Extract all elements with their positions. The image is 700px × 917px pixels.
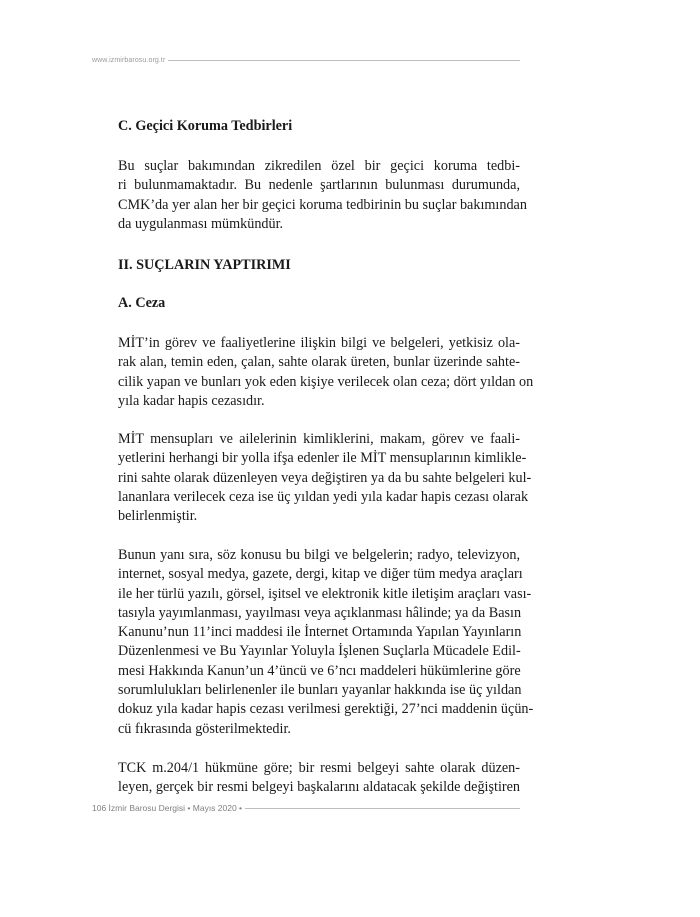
paragraph-line: internet, sosyal medya, gazete, dergi, kitap ve diğer tüm medya araçları xyxy=(118,566,523,583)
section-c-heading: C. Geçici Koruma Tedbirleri xyxy=(118,118,293,134)
paragraph-line: CMK’da yer alan her bir geçici koruma tedbirinin bu suçlar bakımından xyxy=(118,196,527,213)
paragraph-line: ri bulunmamaktadır. Bu nedenle şartlarının bulunması durumunda, xyxy=(118,177,520,194)
paragraph-line: Bunun yanı sıra, söz konusu bu bilgi ve belgelerin; radyo, televizyon, xyxy=(118,547,520,563)
paragraph-line: rak alan, temin eden, çalan, sahte olarak üreten, bunlar üzerinde sahte- xyxy=(118,354,520,371)
paragraph-line: cü fıkrasında gösterilmektedir. xyxy=(118,720,291,737)
header-rule xyxy=(168,60,520,61)
paragraph-line: yetlerini herhangi bir yolla ifşa edenler ile MİT mensuplarının kimlikle- xyxy=(118,450,527,467)
paragraph-line: dokuz yıla kadar hapis cezası verilmesi gerektiği, 27’nci maddenin üçün- xyxy=(118,701,534,718)
page-footer xyxy=(92,802,520,814)
paragraph-line: ile her türlü yazılı, görsel, işitsel ve elektronik kitle iletişim araçları vası- xyxy=(118,585,532,602)
paragraph-line: belirlenmiştir. xyxy=(118,508,198,525)
paragraph-line: Düzenlenmesi ve Bu Yayınlar Yoluyla İşlenen Suçlarla Mücadele Edil- xyxy=(118,643,521,660)
paragraph-4 xyxy=(118,759,520,798)
paragraph-line: TCK m.204/1 hükmüne göre; bir resmi belgeyi sahte olarak düzen- xyxy=(118,760,520,776)
section-a-heading: A. Ceza xyxy=(118,295,166,311)
paragraph-line: MİT’in görev ve faaliyetlerine ilişkin bilgi ve belgeleri, yetkisiz ola- xyxy=(118,335,520,351)
paragraph-line: mesi Hakkında Kanun’un 4’üncü ve 6’ncı maddeleri hükümlerine göre xyxy=(118,662,521,679)
paragraph-line: Kanunu’nun 11’inci maddesi ile İnternet Ortamında Yapılan Yayınların xyxy=(118,624,522,641)
paragraph-line: da uygulanması mümkündür. xyxy=(118,215,284,232)
section-ii-heading: II. SUÇLARIN YAPTIRIMI xyxy=(118,257,291,273)
paragraph-line: MİT mensupları ve ailelerinin kimliklerini, makam, görev ve faali- xyxy=(118,431,520,447)
paragraph-3 xyxy=(118,546,534,739)
paragraph-line: cilik yapan ve bunları yok eden kişiye verilecek olan ceza; dört yıldan on xyxy=(118,373,534,390)
paragraph-1 xyxy=(118,334,534,411)
paragraph-2 xyxy=(118,430,532,526)
paragraph-line: rini sahte olarak düzenleyen veya değiştiren ya da bu sahte belgeleri kul- xyxy=(118,469,532,486)
paragraph-line: Bu suçlar bakımından zikredilen özel bir geçici koruma tedbi- xyxy=(118,158,520,174)
paragraph-line: sorumlulukları belirlenenler ile bunları yayanlar hakkında ise üç yıldan xyxy=(118,682,522,699)
paragraph-line: tasıyla yayımlanması, yayılması veya açıklanması hâlinde; ya da Basın xyxy=(118,604,522,621)
paragraph-line: yıla kadar hapis cezasıdır. xyxy=(118,392,265,409)
paragraph-line: lananlara verilecek ceza ise üç yıldan yedi yıla kadar hapis cezası olarak xyxy=(118,488,529,505)
header-url: www.izmirbarosu.org.tr xyxy=(92,56,166,64)
footer-rule xyxy=(245,808,520,809)
paragraph-line: leyen, gerçek bir resmi belgeyi başkalarını aldatacak şekilde değiştiren xyxy=(118,779,520,796)
page-header xyxy=(92,54,520,66)
footer-text: 106 İzmir Barosu Dergisi • Mayıs 2020 • xyxy=(92,803,243,813)
section-c-paragraph xyxy=(118,157,527,234)
